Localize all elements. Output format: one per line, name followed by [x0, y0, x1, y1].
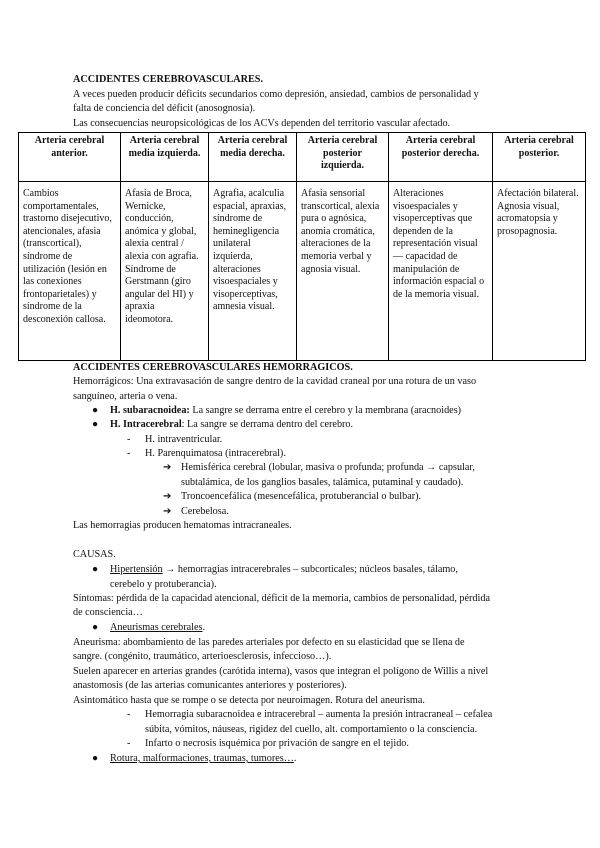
cause-underlined: Rotura, malformaciones, traumas, tumores… [110, 753, 294, 764]
table-header: Arteria cerebral posterior izquierda. [297, 133, 389, 182]
rotura-item-1-line-1: Hemorragia subaracnoidea e intracerebral – aumenta la presión intracraneal – cefalea [145, 709, 493, 720]
cause-text: . [293, 753, 297, 764]
closing-line: Las hemorragias producen hematomas intracraneales. [73, 520, 292, 531]
aneurisma-line-1: Aneurisma: abombamiento de las paredes arteriales por defecto en su elasticidad que se llena de [73, 637, 465, 648]
arrow-item-2: Troncoencefálica (mesencefálica, protuberancial o bulbar). [181, 491, 422, 502]
def-line-2: sanguíneo, arteria o vena. [73, 391, 178, 402]
table-cell: Afasia de Broca, Wernicke, conducción, anómica y global, alexia central / alexia con agrafia. Síndrome de Gerstmann (giro angular del HI) y apraxia ideomotora. [121, 182, 209, 361]
aneurisma-line-2: sangre. (congénito, traumático, arterioesclerosis, infeccioso…). [73, 651, 332, 662]
arrow-item-3: Cerebelosa. [181, 506, 229, 517]
table-header-row [19, 133, 586, 182]
bullet-icon: ● [92, 622, 99, 633]
table-header: Arteria cerebral posterior. [493, 133, 586, 182]
arteries-table [18, 132, 586, 361]
section-title-acv: ACCIDENTES CEREBROVASCULARES. [73, 74, 264, 85]
bullet-intracerebral [110, 418, 353, 431]
dash-item-2: H. Parenquimatosa (intracerebral). [145, 448, 286, 459]
table-row [19, 182, 586, 361]
dash-icon: - [127, 709, 131, 720]
bullet-text: La sangre se derrama entre el cerebro y la membrana (aracnoides) [189, 405, 462, 416]
bullet-bold: H. Intracerebral [110, 419, 182, 430]
arrow-right-icon: ➔ [163, 462, 172, 473]
dash-icon: - [127, 434, 131, 445]
cause-underlined: Hipertensión [110, 564, 163, 575]
arrow-right-icon: ➔ [163, 491, 172, 502]
table-cell: Agrafia, acalculia espacial, apraxias, síndrome de heminegligencia unilateral izquierda, alteraciones visoespaciales y visoperceptivas, amnesia visual. [209, 182, 297, 361]
table-cell: Afectación bilateral. Agnosia visual, acromatopsia y prosopagnosia. [493, 182, 586, 361]
bullet-bold: H. subaracnoidea: [110, 405, 190, 416]
dash-icon: - [127, 448, 131, 459]
bullet-text: : La sangre se derrama dentro del cerebro. [181, 419, 354, 430]
table-cell: Cambios comportamentales, trastorno disejecutivo, atencionales, afasia (transcortical), síndrome de utilización (lesión en las conexiones frontoparietales) y síndrome de la desconexión callosa. [19, 182, 121, 361]
cause-text: . [202, 622, 206, 633]
cause-underlined: Aneurismas cerebrales [110, 622, 203, 633]
sintomas-line-2: de consciencia… [73, 607, 143, 618]
suelen-line-2: anastomosis (de las arterias comunicantes anteriores y posteriores). [73, 680, 347, 691]
table-header: Arteria cerebral posterior derecha. [389, 133, 493, 182]
intro-line-1: A veces pueden producir déficits secundarios como depresión, ansiedad, cambios de personalidad y [73, 89, 479, 100]
table-header: Arteria cerebral media izquierda. [121, 133, 209, 182]
asintomatico-line: Asintomático hasta que se rompe o se detecta por neuroimagen. Rotura del aneurisma. [73, 695, 425, 706]
bullet-subaracnoidea [110, 404, 461, 417]
section-title-causas: CAUSAS. [73, 549, 116, 560]
table-header: Arteria cerebral anterior. [19, 133, 121, 182]
sintomas-line-1: Síntomas: pérdida de la capacidad atencional, déficit de la memoria, cambios de personalidad, pérdida [73, 593, 490, 604]
intro-line-2: falta de conciencia del déficit (anosognosia). [73, 103, 256, 114]
section-title-hemorragicos: ACCIDENTES CEREBROVASCULARES HEMORRAGICOS. [73, 362, 353, 373]
table-cell: Alteraciones visoespaciales y visoperceptivas que dependen de la representación visual — capacidad de manipulación de información espacial o de la memoria visual. [389, 182, 493, 361]
cause-aneurismas [110, 621, 205, 634]
dash-icon: - [127, 738, 131, 749]
cause-hipertension [110, 563, 458, 576]
arrow-item-1-line-1: Hemisférica cerebral (lobular, masiva o profunda; profunda → capsular, [181, 462, 475, 473]
cause-hipertension-line-2: cerebelo y protuberancia). [110, 579, 217, 590]
rotura-item-2: Infarto o necrosis isquémica por privación de sangre en el tejido. [145, 738, 409, 749]
cause-rotura [110, 752, 296, 765]
bullet-icon: ● [92, 419, 99, 430]
cause-text: → hemorragias intracerebrales – subcorticales; núcleos basales, tálamo, [162, 564, 458, 575]
bullet-icon: ● [92, 564, 99, 575]
intro-line-3: Las consecuencias neuropsicológicas de los ACVs dependen del territorio vascular afectado. [73, 118, 451, 129]
table-cell: Afasia sensorial transcortical, alexia pura o agnósica, anomia cromática, alteraciones de la memoria verbal y agnosia visual. [297, 182, 389, 361]
arrow-item-1-line-2: subtalámica, de los ganglios basales, talámica, putaminal y caudado). [181, 477, 464, 488]
arrow-right-icon: ➔ [163, 506, 172, 517]
bullet-icon: ● [92, 753, 99, 764]
table-header: Arteria cerebral media derecha. [209, 133, 297, 182]
suelen-line-1: Suelen aparecer en arterias grandes (carótida interna), vasos que integran el polígono de Willis a nivel [73, 666, 489, 677]
rotura-item-1-line-2: súbita, vómitos, náuseas, rigidez del cuello, alt. comportamiento o la consciencia. [145, 724, 478, 735]
def-line-1: Hemorrágicos: Una extravasación de sangre dentro de la cavidad craneal por una rotura de un vaso [73, 376, 477, 387]
bullet-icon: ● [92, 405, 99, 416]
dash-item-1: H. intraventricular. [145, 434, 223, 445]
